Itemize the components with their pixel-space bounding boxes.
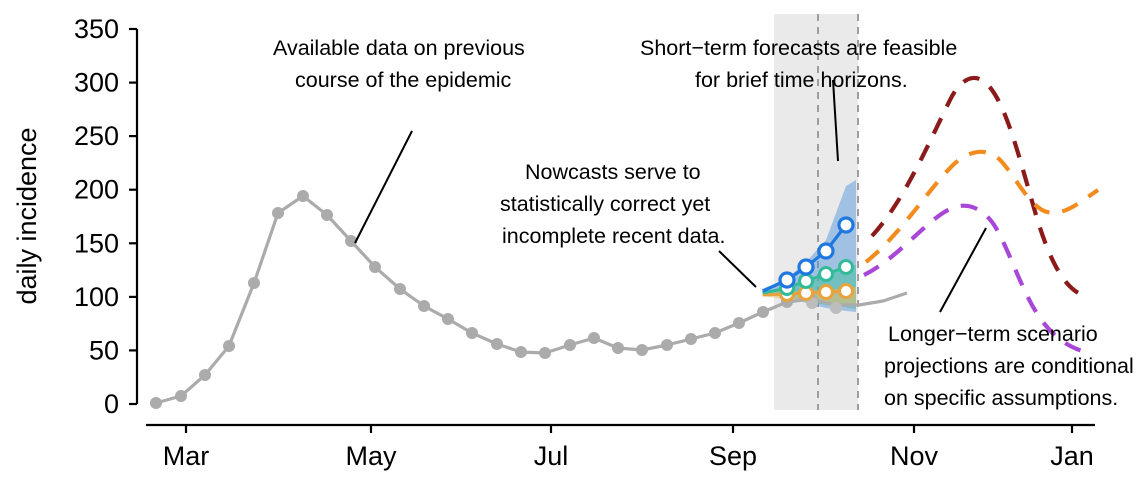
annotation-available-data-line-1: Available data on previous [273,36,525,60]
y-ticks [129,29,137,404]
annotation-longer-term-line-1: Longer−term scenario [888,322,1098,346]
scenario-darkred-line [872,78,1085,296]
observed-incidence-points [150,190,817,409]
longer-term-leader [940,228,986,312]
annotation-short-term-line-2: for brief time horizons. [695,68,908,92]
x-tick-label-nov: Nov [889,441,939,471]
x-tick-label-may: May [345,441,397,471]
x-ticks [186,425,1072,433]
annotation-nowcasts-line-3: incomplete recent data. [502,224,726,248]
y-tick-label-250: 250 [73,121,119,152]
x-tick-label-jan: Jan [1050,441,1094,471]
x-tick-label-sep: Sep [708,441,758,471]
y-tick-label-0: 0 [103,389,119,419]
y-tick-label-200: 200 [73,174,119,205]
annotation-short-term-line-1: Short−term forecasts are feasible [640,36,958,60]
y-tick-label-50: 50 [88,335,119,366]
y-axis-title: daily incidence [12,127,42,305]
x-tick-label-jul: Jul [533,441,569,471]
y-tick-label-100: 100 [73,281,119,312]
y-tick-label-150: 150 [73,228,119,259]
annotation-longer-term [884,322,1134,410]
annotation-longer-term-line-3: on specific assumptions. [884,386,1119,410]
annotation-nowcasts-line-2: statistically correct yet [500,192,711,216]
annotation-nowcasts [500,160,726,248]
nowcasts-leader [719,251,756,287]
y-tick-label-350: 350 [73,14,119,44]
annotation-available-data [273,36,525,92]
scenario-orange-line [866,152,1098,262]
annotation-longer-term-line-2: projections are conditional [884,354,1134,378]
annotation-nowcasts-line-1: Nowcasts serve to [525,160,701,184]
y-tick-label-300: 300 [73,67,119,98]
available-data-leader [355,131,412,243]
annotation-available-data-line-2: course of the epidemic [295,68,512,92]
x-tick-label-mar: Mar [162,441,210,471]
